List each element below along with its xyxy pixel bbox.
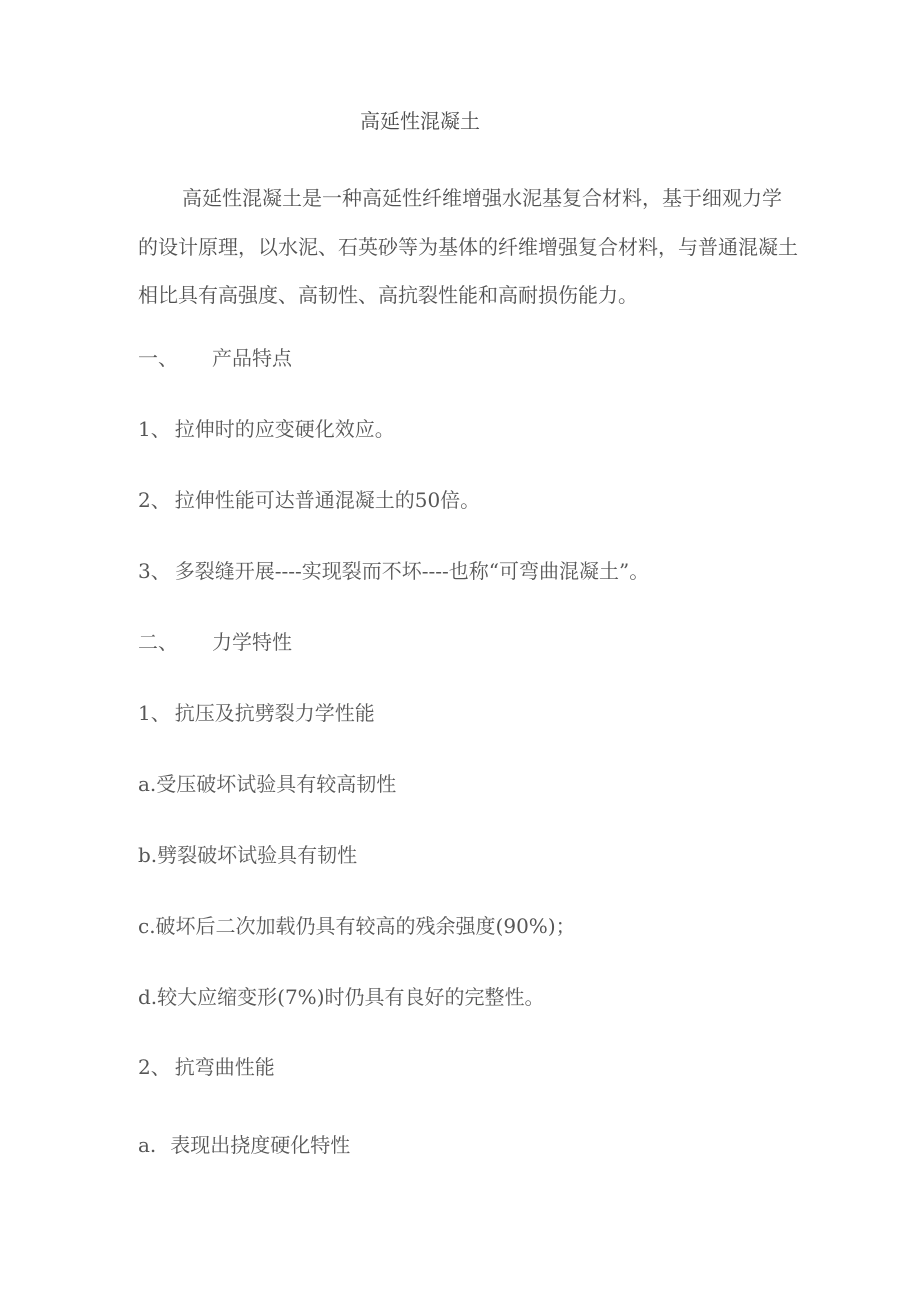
list-item: d.较大应缩变形(7%)时仍具有良好的完整性。 bbox=[138, 985, 545, 1009]
list-item-text: 拉伸时的应变硬化效应。 bbox=[174, 417, 395, 441]
section-heading-2 bbox=[138, 625, 292, 659]
subsection-number: 1、 bbox=[138, 701, 171, 725]
section-heading-text: 产品特点 bbox=[212, 346, 292, 370]
list-item-number: 2、 bbox=[138, 488, 171, 512]
section-heading-1 bbox=[138, 341, 292, 375]
list-item-text: 多裂缝开展----实现裂而不坏----也称“可弯曲混凝土”。 bbox=[174, 559, 650, 583]
list-item bbox=[138, 483, 480, 517]
section-number: 一、 bbox=[138, 346, 178, 370]
list-item bbox=[138, 1128, 350, 1162]
list-item-number: 1、 bbox=[138, 417, 171, 441]
list-item-number: a. bbox=[138, 1133, 157, 1157]
list-item bbox=[138, 412, 395, 446]
list-item: c.破坏后二次加载仍具有较高的残余强度(90%)； bbox=[138, 914, 576, 938]
list-item-text: 拉伸性能可达普通混凝土的50倍。 bbox=[174, 488, 481, 512]
subsection-heading bbox=[138, 696, 375, 730]
list-item bbox=[138, 554, 649, 588]
list-item: a.受压破坏试验具有较高韧性 bbox=[138, 772, 397, 796]
document-title: 高延性混凝土 bbox=[360, 109, 480, 133]
list-item: b.劈裂破坏试验具有韧性 bbox=[138, 843, 358, 867]
section-heading-text: 力学特性 bbox=[212, 630, 292, 654]
list-item-number: 3、 bbox=[138, 559, 171, 583]
intro-paragraph: 高延性混凝土是一种高延性纤维增强水泥基复合材料，基于细观力学的设计原理，以水泥、石英砂等为基体的纤维增强复合材料，与普通混凝土相比具有高强度、高韧性、高抗裂性能和高耐损伤能力。 bbox=[138, 186, 798, 307]
subsection-text: 抗压及抗劈裂力学性能 bbox=[174, 701, 375, 725]
subsection-number: 2、 bbox=[138, 1055, 171, 1079]
list-item-text: 表现出挠度硬化特性 bbox=[170, 1133, 351, 1157]
section-number: 二、 bbox=[138, 630, 178, 654]
subsection-heading bbox=[138, 1050, 275, 1084]
subsection-text: 抗弯曲性能 bbox=[174, 1055, 275, 1079]
